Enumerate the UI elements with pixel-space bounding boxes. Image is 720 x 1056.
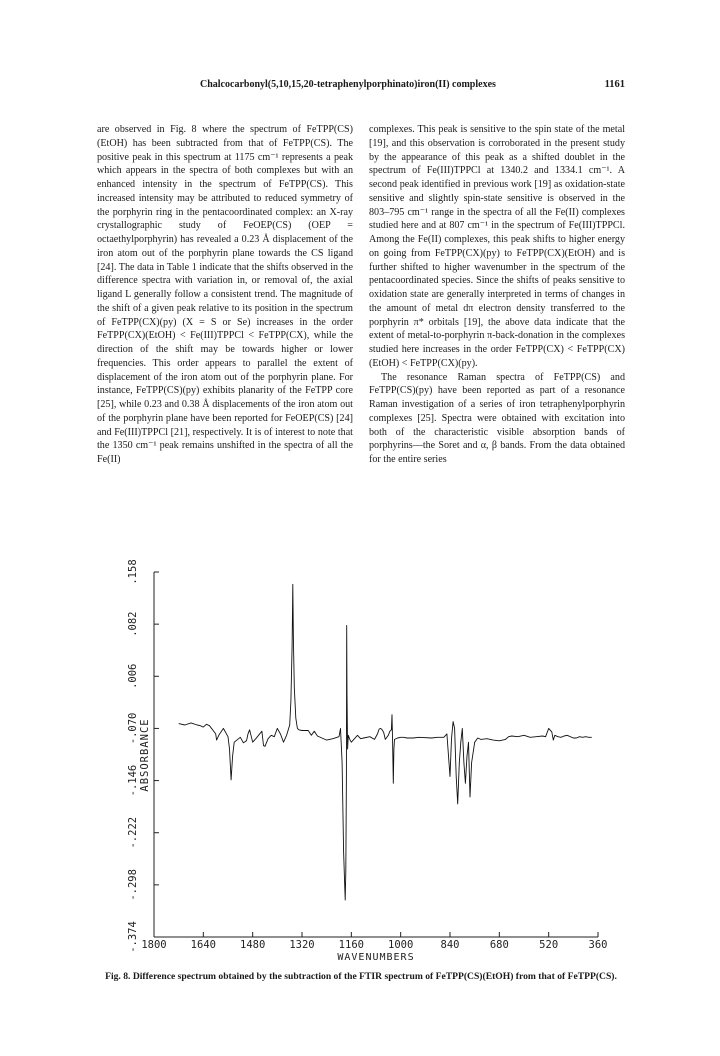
x-tick-label: 840 xyxy=(440,939,460,951)
y-tick-label: -.070 xyxy=(127,712,139,745)
y-axis-label: ABSORBANCE xyxy=(139,718,151,792)
left-column xyxy=(97,123,353,467)
x-tick-label: 360 xyxy=(588,939,608,951)
y-tick-label: -.298 xyxy=(127,869,139,901)
y-tick-label: .082 xyxy=(127,611,139,637)
page-number: 1161 xyxy=(604,79,625,90)
page-header xyxy=(95,79,625,95)
x-tick-label: 1480 xyxy=(240,939,266,951)
x-tick-label: 680 xyxy=(489,939,509,951)
y-tick-label: -.146 xyxy=(127,764,139,797)
figure-caption: Fig. 8. Difference spectrum obtained by the subtraction of the FTIR spectrum of FeTPP(CS)(EtOH) from that of FeTPP(CS). xyxy=(105,971,617,982)
y-tick-label: .158 xyxy=(127,559,139,585)
running-head: Chalcocarbonyl(5,10,15,20-tetraphenylporphinato)iron(II) complexes xyxy=(200,79,496,90)
left-paragraph-1: are observed in Fig. 8 where the spectrum of FeTPP(CS)(EtOH) has been subtracted from that of FeTPP(CS). The positive peak in this spectrum at 1175 cm⁻¹ represents a peak which appears in the spectra of both complexes but with an enhanced intensity in the spectrum of FeTPP(CS). This increased intensity may be attributed to reduced symmetry of the porphyrin ring in the pentacoordinated complex: an X-ray crystallographic study of FeOEP(CS) (OEP = octaethylporphyrin) has revealed a 0.23 Å displacement of the iron atom out of the porphyrin plane towards the CS ligand [24]. The data in Table 1 indicate that the shifts observed in the difference spectra with variation in, or removal of, the axial ligand L generally follow a consistent trend. The magnitude of the shift of a given peak relative to its position in the spectrum of FeTPP(CX)(py) (X = S or Se) increases in the order FeTPP(CX)(EtOH) < Fe(III)TPPCl < FeTPP(CX), while the direction of the shift may be towards higher or lower frequencies. This order appears to parallel the extent of displacement of the iron atom out of the porphyrin plane. For instance, FeTPP(CS)(py) exhibits planarity of the FeTPP core [25], while 0.23 and 0.38 Å displacements of the iron atom out of the porphyrin plane have been reported for FeOEP(CS) [24] and Fe(III)TPPCl [21], respectively. It is of interest to note that the 1350 cm⁻¹ peak remains unshifted in the spectra of all the Fe(II) xyxy=(97,124,353,465)
figure-8 xyxy=(120,555,630,963)
x-tick-label: 520 xyxy=(539,939,559,951)
x-tick-label: 1640 xyxy=(190,939,216,951)
difference-spectrum-chart xyxy=(120,555,630,963)
spectrum-trace xyxy=(179,584,592,900)
right-column xyxy=(369,123,625,467)
y-tick-label: -.222 xyxy=(127,816,139,849)
body-text xyxy=(97,123,625,523)
x-axis-label: WAVENUMBERS xyxy=(337,952,415,963)
x-tick-label: 1320 xyxy=(289,939,315,951)
right-paragraph-1: complexes. This peak is sensitive to the spin state of the metal [19], and this observation is corroborated in the present study by the appearance of this peak as a shifted doublet in the spectrum of Fe(III)TPPCl at 1340.2 and 1334.1 cm⁻¹. A second peak identified in previous work [19] as oxidation-state sensitive and slightly spin-state sensitive is observed in the 803–795 cm⁻¹ range in the spectra of all the Fe(II) complexes studied here and at 807 cm⁻¹ in the spectrum of Fe(III)TPPCl. Among the Fe(II) complexes, this peak shifts to higher energy on going from FeTPP(CX)(py) to FeTPP(CX)(EtOH) and is further shifted to higher wavenumber in the spectrum of the pentacoordinated species. Since the shifts of peaks sensitive to oxidation state are generally interpreted in terms of changes in the amount of metal dπ electron density transferred to the porphyrin π* orbitals [19], the above data indicate that the extent of metal-to-porphyrin π-back-donation in the complexes studied here increases in the order FeTPP(CX) < FeTPP(CX)(EtOH) < FeTPP(CX)(py). xyxy=(369,124,625,369)
right-paragraph-2: The resonance Raman spectra of FeTPP(CS) and FeTPP(CS)(py) have been reported as part of a resonance Raman investigation of a series of iron tetraphenylporphyrin complexes [25]. Spectra were obtained with excitation into both of the characteristic visible absorption bands of porphyrins—the Soret and α, β bands. From the data obtained for the entire series xyxy=(369,371,625,465)
x-tick-label: 1160 xyxy=(338,939,364,951)
x-tick-label: 1800 xyxy=(141,939,167,951)
x-ticks xyxy=(141,932,607,951)
y-tick-label: -.374 xyxy=(127,921,139,953)
x-tick-label: 1000 xyxy=(388,939,414,951)
y-tick-label: .006 xyxy=(127,663,139,689)
